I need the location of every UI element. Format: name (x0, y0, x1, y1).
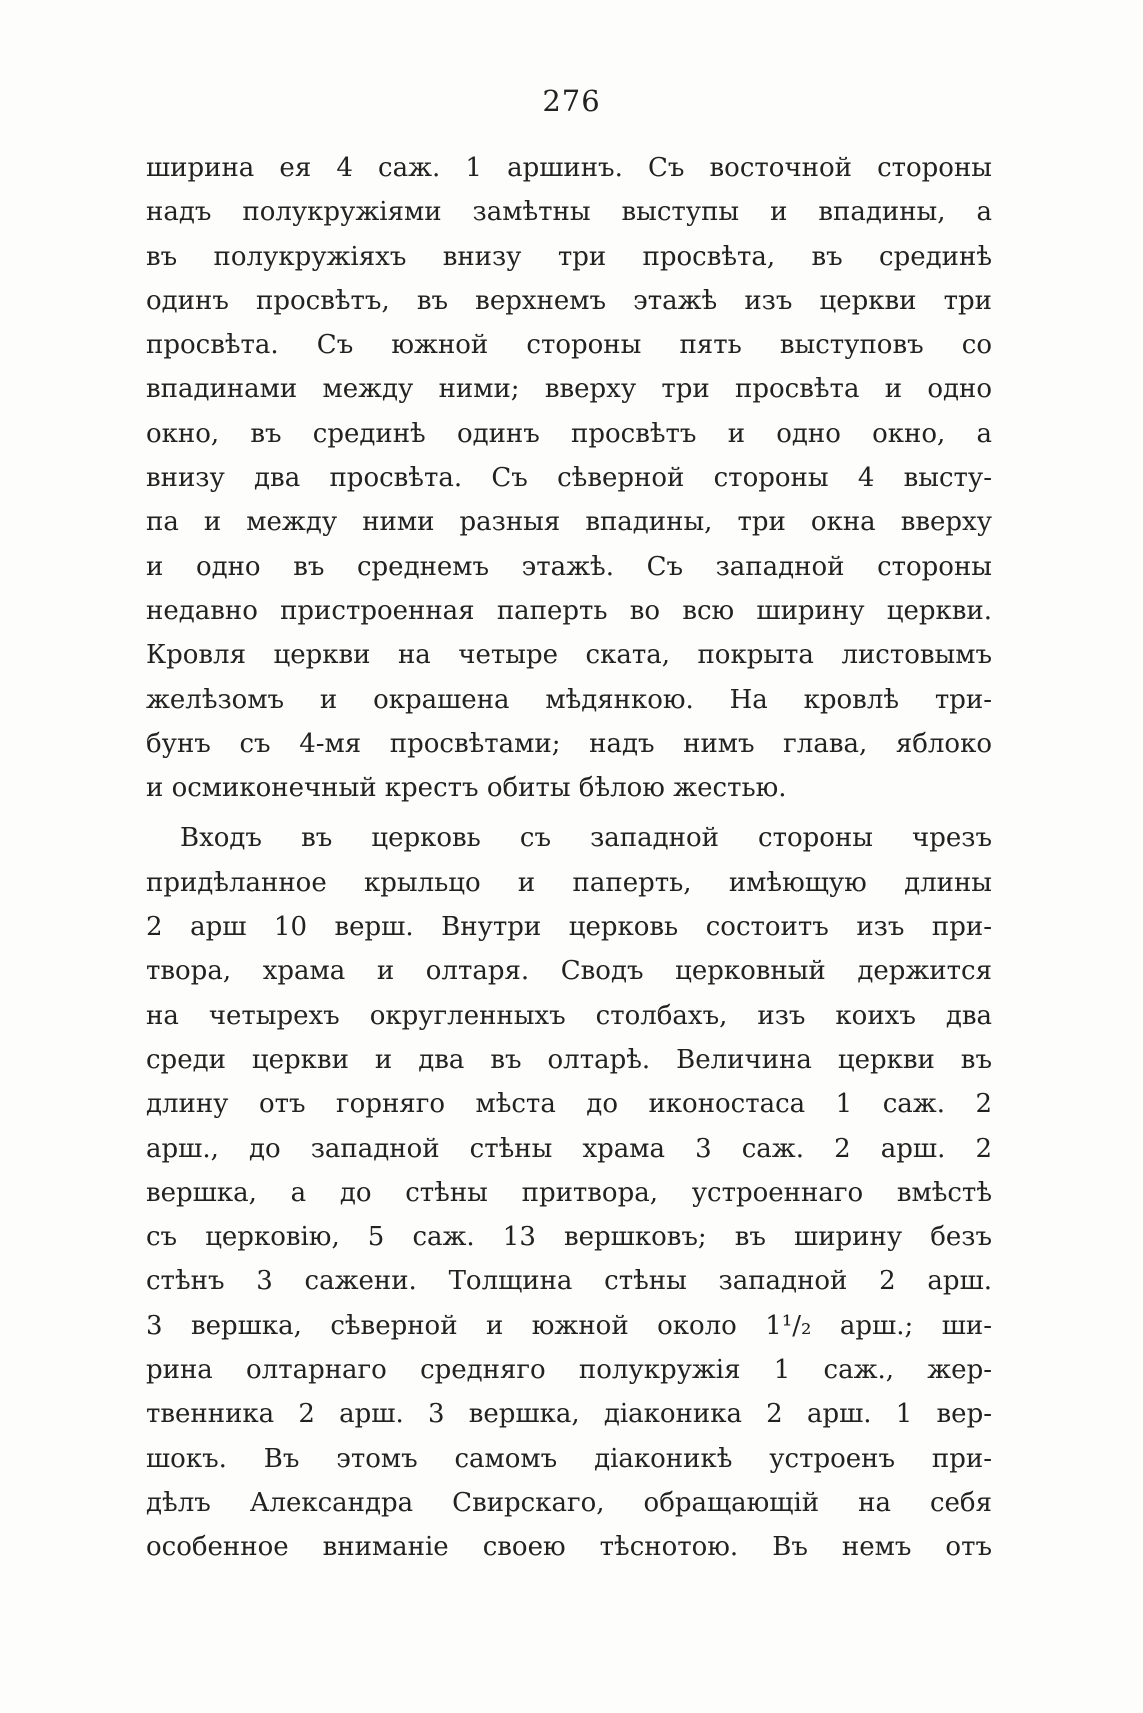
text-line: придѣланное крыльцо и паперть, имѣющую длины (146, 867, 992, 898)
text-line: внизу два просвѣта. Съ сѣверной стороны 4 высту- (146, 463, 992, 494)
text-line: недавно пристроенная паперть во всю ширину церкви. (146, 595, 992, 626)
text-line: желѣзомъ и окрашена мѣдянкою. На кровлѣ три- (146, 684, 992, 715)
text-line: шокъ. Въ этомъ самомъ діаконикѣ устроенъ при- (146, 1443, 992, 1474)
text-line: Входъ въ церковь съ западной стороны чрезъ (180, 823, 992, 854)
text-line: и осмиконечный крестъ обиты бѣлою жестью. (146, 773, 787, 804)
text-line: надъ полукружіями замѣтны выступы и впадины, а (146, 197, 992, 228)
text-line: впадинами между ними; вверху три просвѣта и одно (146, 374, 992, 405)
text-line: стѣнъ 3 сажени. Толщина стѣны западной 2 арш. (146, 1266, 992, 1297)
text-line: съ церковію, 5 саж. 13 вершковъ; въ ширину безъ (146, 1222, 992, 1253)
text-line: просвѣта. Съ южной стороны пять выступовъ со (146, 330, 992, 361)
text-line: среди церкви и два въ олтарѣ. Величина церкви въ (146, 1044, 992, 1075)
page-number: 276 (542, 84, 601, 118)
text-line: и одно въ среднемъ этажѣ. Съ западной стороны (146, 551, 992, 582)
text-line: 2 арш 10 верш. Внутри церковь состоитъ изъ при- (146, 912, 992, 943)
text-line: одинъ просвѣтъ, въ верхнемъ этажѣ изъ церкви три (146, 285, 992, 316)
text-line: дѣлъ Александра Свирскаго, обращающій на себя (146, 1487, 992, 1518)
text-line: твенника 2 арш. 3 вершка, діаконика 2 арш. 1 вер- (146, 1399, 992, 1430)
text-line: окно, въ срединѣ одинъ просвѣтъ и одно окно, а (146, 418, 992, 449)
text-line: Кровля церкви на четыре ската, покрыта листовымъ (146, 640, 992, 671)
text-line: па и между ними разныя впадины, три окна вверху (146, 507, 992, 538)
text-line: въ полукружіяхъ внизу три просвѣта, въ срединѣ (146, 241, 992, 272)
text-line: особенное вниманіе своею тѣснотою. Въ немъ отъ (146, 1532, 992, 1563)
text-line: бунъ съ 4-мя просвѣтами; надъ нимъ глава, яблоко (146, 728, 992, 759)
text-line: ширина ея 4 саж. 1 аршинъ. Съ восточной стороны (146, 153, 992, 183)
text-line: рина олтарнаго средняго полукружія 1 саж., жер- (146, 1355, 992, 1386)
body-text (146, 146, 992, 1570)
text-line: 3 вершка, сѣверной и южной около 1¹/₂ арш.; ши- (146, 1310, 992, 1341)
text-line: твора, храма и олтаря. Сводъ церковный держится (146, 956, 992, 987)
text-line: вершка, а до стѣны притвора, устроеннаго вмѣстѣ (146, 1177, 992, 1208)
text-line: арш., до западной стѣны храма 3 саж. 2 арш. 2 (146, 1133, 992, 1164)
text-line: длину отъ горняго мѣста до иконостаса 1 саж. 2 (146, 1089, 992, 1120)
text-line: на четырехъ округленныхъ столбахъ, изъ коихъ два (146, 1000, 992, 1031)
